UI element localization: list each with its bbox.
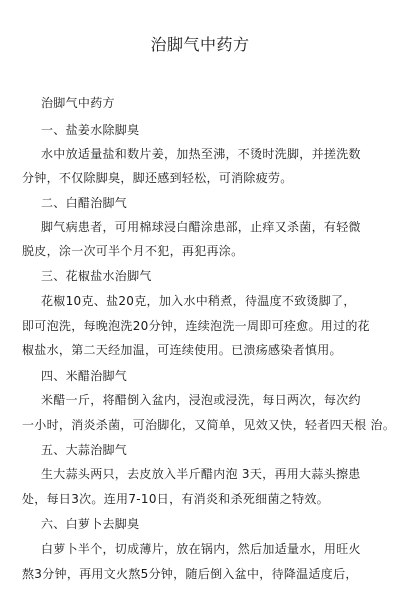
- section-3-line-1: 花椒10克、盐20克，加入水中稍煮，待温度不致烫脚了，: [41, 294, 356, 308]
- section-6-line-2: 熬3分钟，再用文火熬5分钟，随后倒入盆中，待降温适度后，: [22, 567, 358, 581]
- section-heading-5: 五、大蒜治脚气: [41, 443, 128, 457]
- document-title: 治脚气中药方: [150, 35, 250, 54]
- section-1-line-2: 分钟，不仅除脚臭，脚还感到轻松，可消除疲劳。: [22, 171, 293, 185]
- section-heading-1: 一、盐姜水除脚臭: [41, 123, 140, 137]
- section-4-line-2: 一小时，消炎杀菌，可治脚化，又简单，见效又快，轻者四天根 治。: [22, 418, 396, 432]
- section-heading-4: 四、米醋治脚气: [41, 369, 128, 383]
- section-heading-6: 六、白萝卜去脚臭: [41, 517, 140, 531]
- section-2-line-1: 脚气病患者，可用棉球浸白醋涂患部，止痒又杀菌，有轻微: [41, 220, 361, 234]
- section-heading-2: 二、白醋治脚气: [41, 196, 128, 210]
- section-3-line-3: 椒盐水，第二天经加温，可连续使用。已溃疡感染者慎用。: [22, 343, 342, 357]
- section-5-line-1: 生大蒜头两只，去皮放入半斤醋内泡 3天，再用大蒜头擦患: [41, 467, 361, 481]
- section-heading-3: 三、花椒盐水治脚气: [41, 269, 152, 283]
- section-2-line-2: 脱皮，涂一次可半个月不犯，再犯再涂。: [22, 244, 244, 258]
- section-1-line-1: 水中放适量盐和数片姜，加热至沸，不烫时洗脚，并搓洗数: [41, 147, 361, 161]
- section-3-line-2: 即可泡洗，每晚泡洗20分钟，连续泡洗一周即可痊愈。用过的花: [22, 319, 370, 333]
- section-4-line-1: 米醋一斤，将醋倒入盆内，浸泡或浸洗，每日两次，每次约: [41, 393, 361, 407]
- section-5-line-2: 处，每日3次。连用7-10日，有消炎和杀死细菌之特效。: [22, 492, 329, 506]
- document-subtitle: 治脚气中药方: [41, 96, 115, 110]
- section-6-line-1: 白萝卜半个，切成薄片，放在锅内，然后加适量水，用旺火: [41, 542, 361, 556]
